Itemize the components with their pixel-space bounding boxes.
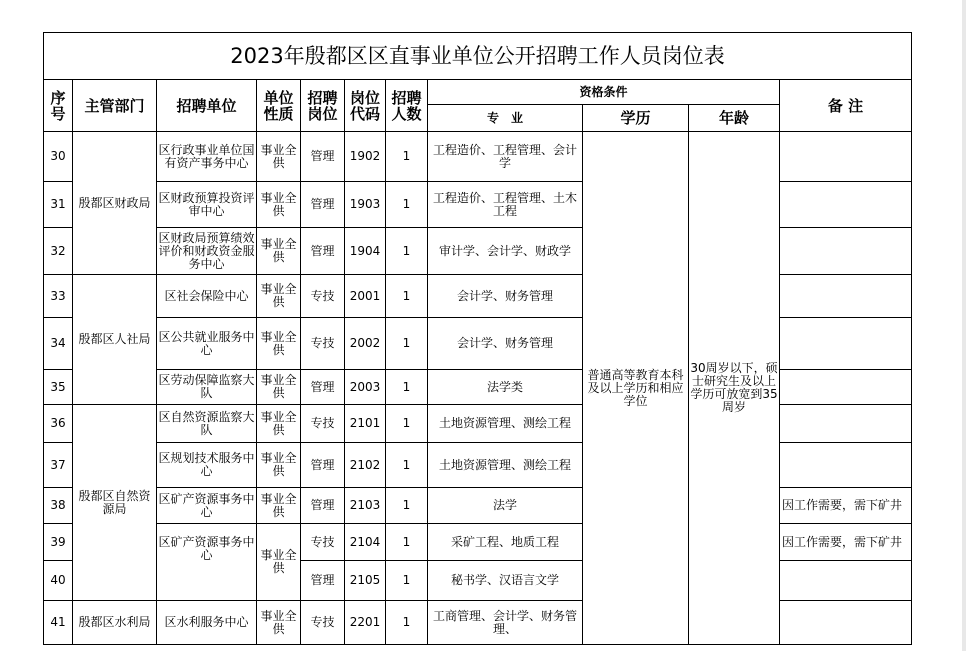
table-row xyxy=(44,132,912,182)
major-cell: 秘书学、汉语言文学 xyxy=(428,561,583,601)
unit-cell: 区公共就业服务中心 xyxy=(157,318,257,370)
code-cell: 2201 xyxy=(345,601,386,645)
count-cell: 1 xyxy=(386,182,428,228)
remark-cell xyxy=(780,318,912,370)
nature-cell: 事业全供 xyxy=(257,524,301,601)
count-cell: 1 xyxy=(386,132,428,182)
post-cell: 管理 xyxy=(301,443,345,488)
education-cell: 普通高等教育本科及以上学历和相应学位 xyxy=(583,132,689,645)
remark-cell xyxy=(780,443,912,488)
table-row xyxy=(44,443,912,488)
code-cell: 1904 xyxy=(345,228,386,275)
remark-cell: 因工作需要，需下矿井 xyxy=(780,488,912,524)
seq-cell: 33 xyxy=(44,275,73,318)
table-row xyxy=(44,405,912,443)
nature-cell: 事业全供 xyxy=(257,488,301,524)
header-post: 招聘岗位 xyxy=(301,80,345,132)
major-cell: 审计学、会计学、财政学 xyxy=(428,228,583,275)
count-cell: 1 xyxy=(386,370,428,405)
header-code: 岗位代码 xyxy=(345,80,386,132)
table-title: 2023年殷都区区直事业单位公开招聘工作人员岗位表 xyxy=(44,33,912,80)
seq-cell: 32 xyxy=(44,228,73,275)
major-cell: 法学类 xyxy=(428,370,583,405)
unit-cell: 区社会保险中心 xyxy=(157,275,257,318)
remark-cell xyxy=(780,182,912,228)
major-cell: 土地资源管理、测绘工程 xyxy=(428,405,583,443)
nature-cell: 事业全供 xyxy=(257,132,301,182)
header-qualifications: 资格条件 xyxy=(428,80,780,105)
remark-cell xyxy=(780,561,912,601)
major-cell: 采矿工程、地质工程 xyxy=(428,524,583,561)
dept-cell: 殷都区水利局 xyxy=(73,601,157,645)
table-row xyxy=(44,601,912,645)
nature-cell: 事业全供 xyxy=(257,370,301,405)
unit-cell: 区规划技术服务中心 xyxy=(157,443,257,488)
header-count: 招聘人数 xyxy=(386,80,428,132)
dept-cell: 殷都区财政局 xyxy=(73,132,157,275)
unit-cell: 区行政事业单位国有资产事务中心 xyxy=(157,132,257,182)
header-education: 学历 xyxy=(583,105,689,132)
major-cell: 工商管理、会计学、财务管理、 xyxy=(428,601,583,645)
code-cell: 1903 xyxy=(345,182,386,228)
count-cell: 1 xyxy=(386,601,428,645)
code-cell: 1902 xyxy=(345,132,386,182)
nature-cell: 事业全供 xyxy=(257,601,301,645)
major-cell: 会计学、财务管理 xyxy=(428,275,583,318)
post-cell: 管理 xyxy=(301,488,345,524)
post-cell: 管理 xyxy=(301,561,345,601)
table-row xyxy=(44,370,912,405)
seq-cell: 31 xyxy=(44,182,73,228)
code-cell: 2102 xyxy=(345,443,386,488)
header-dept: 主管部门 xyxy=(73,80,157,132)
code-cell: 2003 xyxy=(345,370,386,405)
post-cell: 专技 xyxy=(301,275,345,318)
code-cell: 2101 xyxy=(345,405,386,443)
header-nature: 单位性质 xyxy=(257,80,301,132)
code-cell: 2001 xyxy=(345,275,386,318)
table-row xyxy=(44,318,912,370)
nature-cell: 事业全供 xyxy=(257,405,301,443)
post-cell: 专技 xyxy=(301,318,345,370)
code-cell: 2002 xyxy=(345,318,386,370)
major-cell: 工程造价、工程管理、土木工程 xyxy=(428,182,583,228)
window-edge xyxy=(962,0,966,651)
unit-cell: 区自然资源监察大队 xyxy=(157,405,257,443)
unit-cell: 区劳动保障监察大队 xyxy=(157,370,257,405)
header-age: 年龄 xyxy=(689,105,780,132)
major-cell: 土地资源管理、测绘工程 xyxy=(428,443,583,488)
nature-cell: 事业全供 xyxy=(257,228,301,275)
major-cell: 工程造价、工程管理、会计学 xyxy=(428,132,583,182)
table-row xyxy=(44,275,912,318)
remark-cell xyxy=(780,405,912,443)
recruitment-table xyxy=(43,32,912,645)
unit-cell: 区财政局预算绩效评价和财政资金服务中心 xyxy=(157,228,257,275)
count-cell: 1 xyxy=(386,405,428,443)
header-major: 专 业 xyxy=(428,105,583,132)
count-cell: 1 xyxy=(386,488,428,524)
table-row xyxy=(44,182,912,228)
seq-cell: 41 xyxy=(44,601,73,645)
remark-cell xyxy=(780,601,912,645)
seq-cell: 30 xyxy=(44,132,73,182)
unit-cell: 区矿产资源事务中心 xyxy=(157,488,257,524)
count-cell: 1 xyxy=(386,228,428,275)
count-cell: 1 xyxy=(386,443,428,488)
code-cell: 2103 xyxy=(345,488,386,524)
post-cell: 管理 xyxy=(301,228,345,275)
remark-cell xyxy=(780,275,912,318)
seq-cell: 35 xyxy=(44,370,73,405)
seq-cell: 38 xyxy=(44,488,73,524)
header-remark: 备 注 xyxy=(780,80,912,132)
post-cell: 专技 xyxy=(301,405,345,443)
code-cell: 2105 xyxy=(345,561,386,601)
seq-cell: 40 xyxy=(44,561,73,601)
nature-cell: 事业全供 xyxy=(257,443,301,488)
seq-cell: 36 xyxy=(44,405,73,443)
nature-cell: 事业全供 xyxy=(257,182,301,228)
remark-cell xyxy=(780,132,912,182)
post-cell: 管理 xyxy=(301,132,345,182)
remark-cell xyxy=(780,228,912,275)
major-cell: 会计学、财务管理 xyxy=(428,318,583,370)
unit-cell: 区财政预算投资评审中心 xyxy=(157,182,257,228)
post-cell: 专技 xyxy=(301,524,345,561)
table-row xyxy=(44,488,912,524)
seq-cell: 39 xyxy=(44,524,73,561)
table-row xyxy=(44,228,912,275)
post-cell: 管理 xyxy=(301,182,345,228)
nature-cell: 事业全供 xyxy=(257,318,301,370)
count-cell: 1 xyxy=(386,561,428,601)
dept-cell: 殷都区人社局 xyxy=(73,275,157,405)
count-cell: 1 xyxy=(386,318,428,370)
count-cell: 1 xyxy=(386,275,428,318)
header-unit: 招聘单位 xyxy=(157,80,257,132)
age-cell: 30周岁以下，硕士研究生及以上学历可放宽到35周岁 xyxy=(689,132,780,645)
table-row xyxy=(44,524,912,561)
seq-cell: 37 xyxy=(44,443,73,488)
dept-cell: 殷都区自然资源局 xyxy=(73,405,157,601)
count-cell: 1 xyxy=(386,524,428,561)
major-cell: 法学 xyxy=(428,488,583,524)
unit-cell: 区水利服务中心 xyxy=(157,601,257,645)
header-seq: 序号 xyxy=(44,80,73,132)
seq-cell: 34 xyxy=(44,318,73,370)
remark-cell xyxy=(780,370,912,405)
nature-cell: 事业全供 xyxy=(257,275,301,318)
remark-cell: 因工作需要，需下矿井 xyxy=(780,524,912,561)
code-cell: 2104 xyxy=(345,524,386,561)
post-cell: 专技 xyxy=(301,601,345,645)
unit-cell: 区矿产资源事务中心 xyxy=(157,524,257,601)
post-cell: 管理 xyxy=(301,370,345,405)
